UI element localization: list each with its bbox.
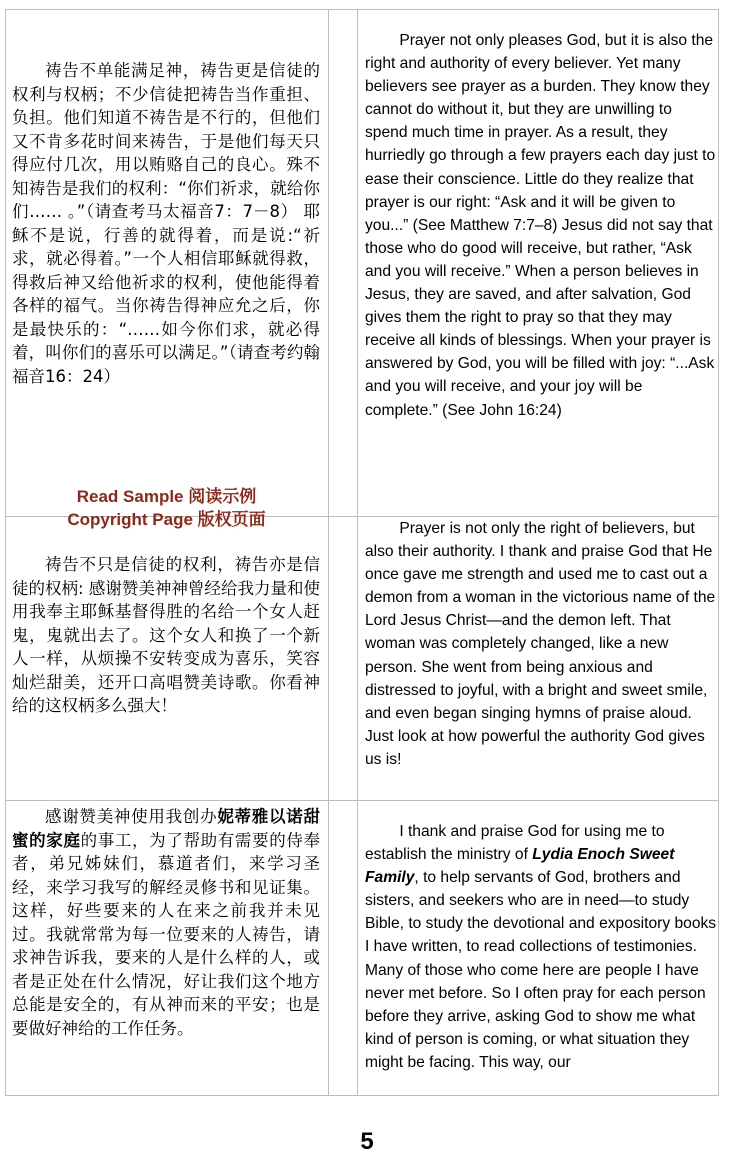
english-text: , to help servants of God, brothers and sisters, and seekers who are in need—to study Bible, to study the devotional and expository books I have written, to read collections of testimonies. Many of those who come here are people I have never met before. So I often pray for each person before they arrive, asking God to show me what kind of person is coming, or what situation they might be facing. This way, our — [365, 869, 717, 1071]
read-sample-watermark — [5, 485, 328, 531]
chinese-column-cell — [6, 801, 329, 1095]
ministry-name-zh: 妮蒂雅以诺甜蜜的家庭 — [12, 807, 321, 850]
spacer-column-cell — [329, 801, 358, 1095]
chinese-paragraph — [12, 805, 320, 1040]
watermark-line: Read Sample 阅读示例 — [76, 487, 257, 506]
spacer-column-cell — [329, 10, 358, 516]
english-paragraph: Prayer is not only the right of believers, but also their authority. I thank and praise God that He once gave me strength and used me to cast out a demon from a woman in the victorious name of the Lord Jesus Christ—and the demon left. That woman was completely changed, like a new person. She went from being anxious and distressed to joyful, with a bright and sweet smile, and even began singing hymns of praise aloud. Just look at how powerful the authority God gives us is! — [365, 520, 716, 768]
english-column-cell — [358, 10, 718, 516]
chinese-column-cell — [6, 10, 329, 516]
english-column-cell — [358, 517, 718, 800]
spacer-column-cell — [329, 517, 358, 800]
page-number: 5 — [360, 1128, 374, 1155]
english-paragraph: Prayer not only pleases God, but it is also the right and authority of every believer. Yet many believers see prayer as a burden. They know they cannot do without it, but they are unwilling to spend much time in prayer. As a result, they hurriedly go through a few prayers each day just to ease their conscience. Little do they realize that prayer is our right: “Ask and it will be given to you...” (See Matthew 7:7–8) Jesus did not say that those who do good will receive, but rather, “Ask and you will receive.” When a person believes in Jesus, they are saved, and after salvation, God gives them the right to pray so that they may receive all kinds of blessings. When your prayer is answered by God, you will be filled with joy: “...Ask and you will receive, and your joy will be complete.” (See John 16:24) — [365, 32, 716, 419]
chinese-text: 感谢赞美神使用我创办 — [45, 807, 218, 826]
table-row — [5, 800, 719, 1096]
english-paragraph — [365, 820, 717, 1074]
chinese-column-cell — [6, 517, 329, 800]
watermark-line: Copyright Page 版权页面 — [67, 510, 266, 529]
english-text: I thank and praise God for using me to establish the ministry of — [365, 823, 665, 864]
table-row — [5, 516, 719, 801]
ministry-name-en: Lydia Enoch Sweet Family — [365, 846, 675, 887]
chinese-paragraph: 祷告不单能满足神，祷告更是信徒的权利与权柄；不少信徒把祷告当作重担、负担。他们知道不祷告是不行的，但他们又不肯多花时间来祷告，于是他们每天只得应付几次，用以贿赂自己的良心。殊不知祷告是我们的权利：“你们祈求，就给你们…… 。”（请查考马太福音7：7－8） 耶稣不是说，行善的就得着，而是说:“祈求，就必得着。”一个人相信耶稣就得救，得救后神又给他祈求的权利，使他能得着各样的福气。当你祷告得神应允之后，你是最快乐的：“……如今你们求，就必得着，叫你们的喜乐可以满足。”（请查考约翰福音16：24） — [12, 61, 320, 386]
table-row — [5, 9, 719, 517]
english-column-cell — [358, 801, 718, 1095]
chinese-text: 的事工，为了帮助有需要的侍奉者，弟兄姊妹们，慕道者们，来学习圣经，来学习我写的解经灵修书和见证集。这样，好些要来的人在来之前我并未见过。我就常常为每一位要来的人祷告，请求神告诉我，要来的人是什么样的人，或者是正处在什么情况，好让我们这个地方总能是安全的，有从神而来的平安；也是要做好神给的工作任务。 — [12, 830, 321, 1038]
chinese-paragraph: 祷告不只是信徒的权利，祷告亦是信徒的权柄: 感谢赞美神神曾经给我力量和使用我奉主耶稣基督得胜的名给一个女人赶鬼，鬼就出去了。这个女人和换了一个新人一样，从烦操不安转变成为喜乐，笑容灿烂甜美，还开口高唱赞美诗歌。你看神给的这权柄多么强大！ — [12, 555, 320, 715]
